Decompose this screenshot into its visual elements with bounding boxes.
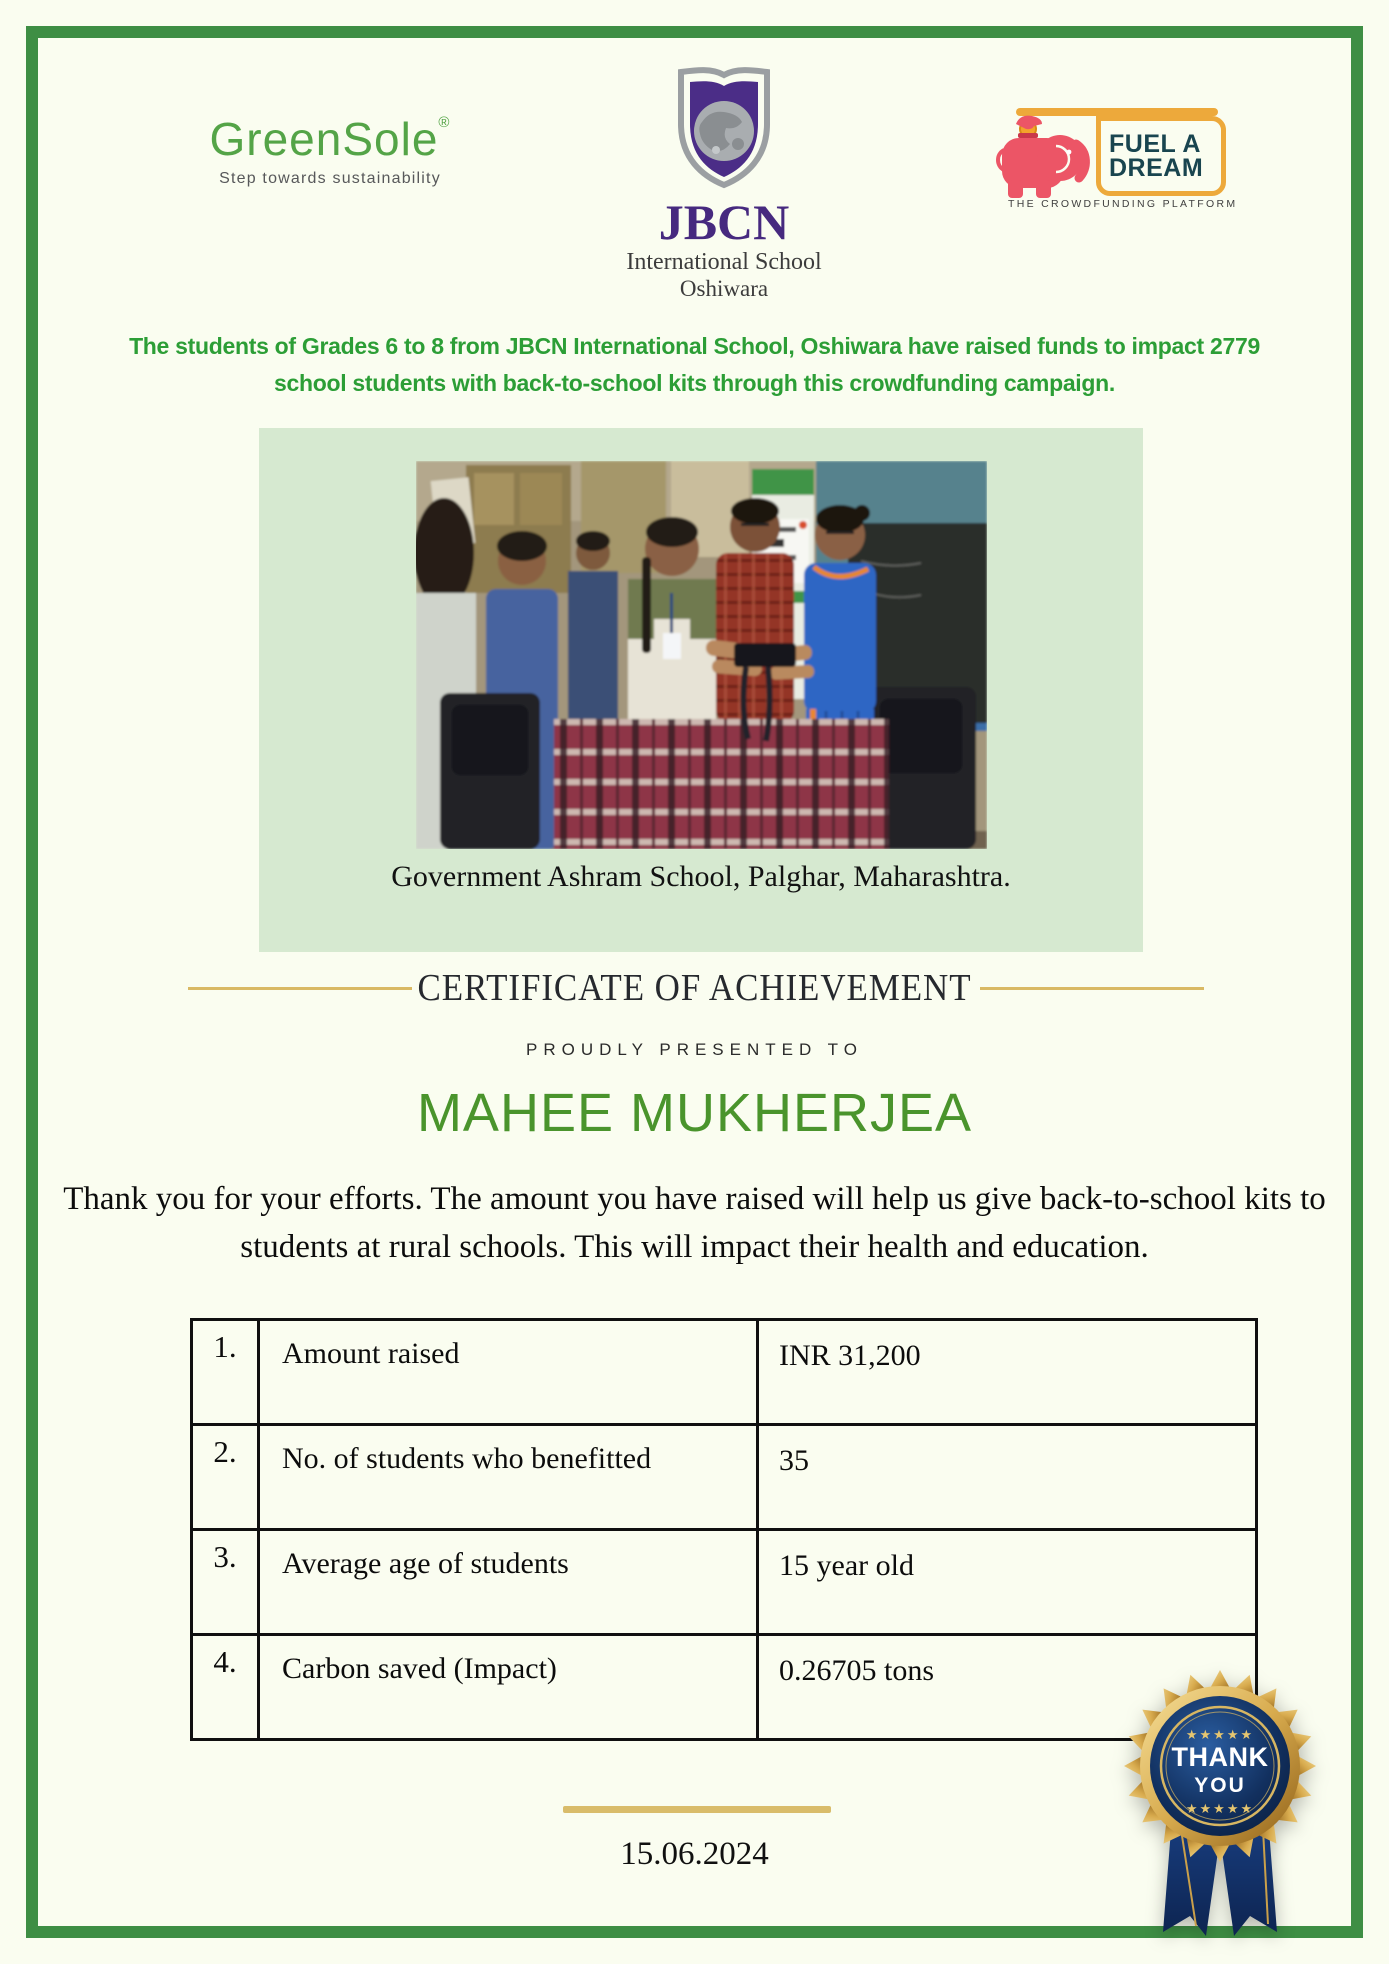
badge-stars-bottom: ★★★★★ xyxy=(1185,1800,1255,1816)
row-value: 35 xyxy=(758,1425,1257,1530)
row-label: Amount raised xyxy=(259,1320,758,1425)
presented-label: PROUDLY PRESENTED TO xyxy=(526,1040,863,1059)
fueladream-wordmark xyxy=(1096,116,1226,196)
gold-line-right xyxy=(980,987,1204,990)
greensole-logo xyxy=(165,112,495,188)
jbcn-campus-line: Oshiwara xyxy=(679,276,769,301)
row-value: 0.26705 tons xyxy=(758,1635,1257,1740)
jbcn-shield-globe-icon xyxy=(672,66,776,190)
badge-line2: YOU xyxy=(1194,1774,1246,1798)
thank-you-message: Thank you for your efforts. The amount you have raised will help us give back-to-school kits to students at rural schools. This will impact their health and education. xyxy=(63,1181,1326,1265)
certificate-date: 15.06.2024 xyxy=(620,1836,769,1872)
greensole-tagline: Step towards sustainability xyxy=(219,170,441,187)
impact-table xyxy=(190,1318,1258,1741)
jbcn-school-line: International School xyxy=(626,249,822,275)
thank-you-badge xyxy=(1118,1664,1322,1956)
jbcn-logo xyxy=(612,66,836,302)
row-label: Carbon saved (Impact) xyxy=(259,1635,758,1740)
school-photo xyxy=(416,461,987,849)
certificate-title-row xyxy=(0,966,1389,1012)
elephant-piggybank-icon xyxy=(996,114,1096,202)
row-number: 3. xyxy=(192,1530,259,1635)
registered-trademark-icon: ® xyxy=(438,114,451,131)
recipient-name: MAHEE MUKHERJEA xyxy=(416,1083,973,1143)
photo-caption: Government Ashram School, Palghar, Maharashtra. xyxy=(391,860,1011,893)
fueladream-tagline: THE CROWDFUNDING PLATFORM xyxy=(1008,198,1238,210)
badge-line1: THANK xyxy=(1171,1742,1269,1773)
row-number: 1. xyxy=(192,1320,259,1425)
row-value: INR 31,200 xyxy=(758,1320,1257,1425)
fueladream-logo xyxy=(996,100,1238,218)
row-value: 15 year old xyxy=(758,1530,1257,1635)
jbcn-abbr: JBCN xyxy=(658,194,790,250)
photo-panel xyxy=(259,428,1143,952)
table-row xyxy=(192,1320,1257,1425)
fueladream-line2: DREAM xyxy=(1109,154,1204,182)
certificate-title: CERTIFICATE OF ACHIEVEMENT xyxy=(417,967,972,1009)
row-label: Average age of students xyxy=(259,1530,758,1635)
badge-text xyxy=(1118,1728,1322,1816)
greensole-name: GreenSole xyxy=(209,113,439,165)
table-row xyxy=(192,1425,1257,1530)
intro-paragraph: The students of Grades 6 to 8 from JBCN International School, Oshiwara have raised funds to impact 2779 school students with back-to-school kits through this crowdfunding campaign. xyxy=(129,333,1260,397)
gold-divider xyxy=(563,1806,831,1813)
row-number: 4. xyxy=(192,1635,259,1740)
table-row xyxy=(192,1635,1257,1740)
row-label: No. of students who benefitted xyxy=(259,1425,758,1530)
fueladream-line1: FUEL A xyxy=(1109,129,1201,158)
badge-stars-top: ★★★★★ xyxy=(1185,1727,1255,1742)
row-number: 2. xyxy=(192,1425,259,1530)
greensole-wordmark xyxy=(165,112,495,166)
table-row xyxy=(192,1530,1257,1635)
